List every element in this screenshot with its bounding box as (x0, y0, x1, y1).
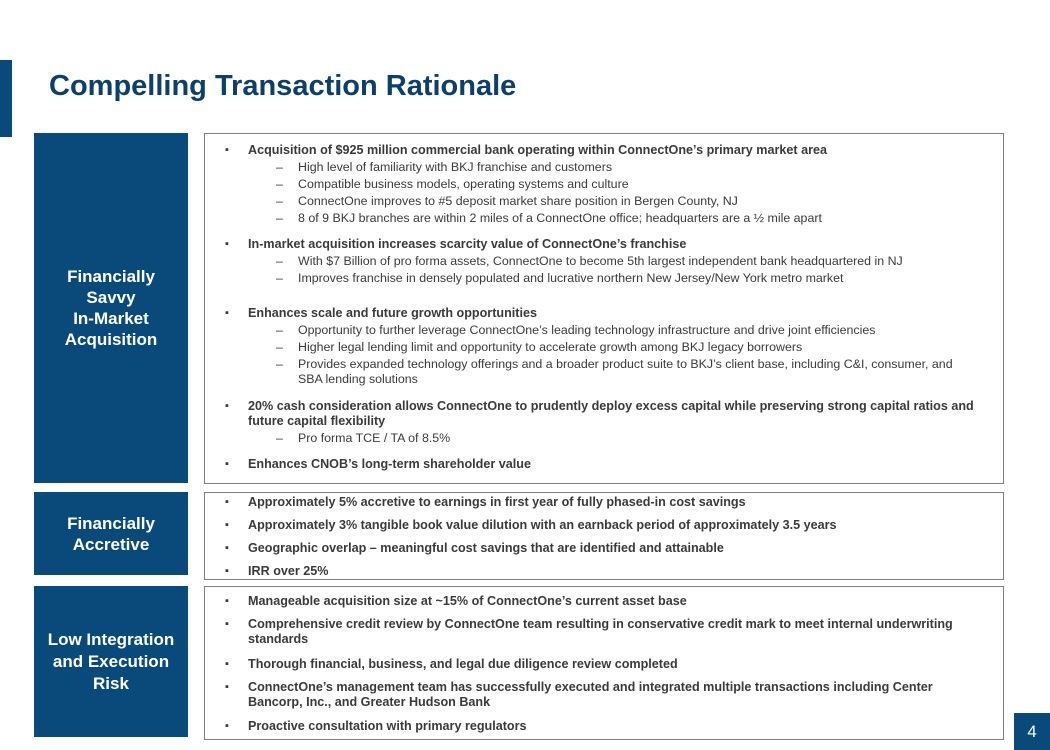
bullet-item: ▪ Comprehensive credit review by ConnectOne team resulting in conservative credit mark to meet internal underwriting standards (205, 617, 1003, 647)
bullet-text: Enhances CNOB’s long-term shareholder value (248, 457, 531, 471)
section-box-low-integration (204, 586, 1004, 740)
bullet-item: ▪ Proactive consultation with primary regulators (205, 719, 1003, 734)
title-accent-bar (0, 60, 12, 137)
sub-item: – ConnectOne improves to #5 deposit market share position in Bergen County, NJ (248, 194, 987, 209)
bullet-text: In-market acquisition increases scarcity value of ConnectOne’s franchise (248, 237, 687, 251)
sub-item: – Compatible business models, operating systems and culture (248, 177, 987, 192)
label-line: Acquisition (64, 330, 158, 349)
bullet-item: ▪ ConnectOne’s management team has successfully executed and integrated multiple transactions including Center Bancorp, Inc., and Greater Hudson Bank (205, 680, 1003, 710)
bullet-item: ▪ IRR over 25% (205, 564, 1003, 579)
bullet-item (205, 237, 1003, 286)
bullet-item: ▪ Approximately 3% tangible book value dilution with an earnback period of approximately 3.5 years (205, 518, 1003, 533)
sub-item: – High level of familiarity with BKJ franchise and customers (248, 160, 987, 175)
page-title: Compelling Transaction Rationale (49, 70, 517, 102)
section-label-low-integration (34, 586, 188, 737)
section-label-financially-accretive (34, 492, 188, 575)
sub-item: – Higher legal lending limit and opportunity to accelerate growth among BKJ legacy borrowers (248, 340, 987, 355)
bullet-item (205, 399, 1003, 446)
label-line: Financially (67, 513, 155, 533)
bullet-item (205, 457, 1003, 472)
sub-item: – 8 of 9 BKJ branches are within 2 miles of a ConnectOne office; headquarters are a ½ mile apart (248, 211, 987, 226)
bullet-item: ▪ Manageable acquisition size at ~15% of ConnectOne’s current asset base (205, 594, 1003, 609)
bullet-item (205, 143, 1003, 226)
section-label-financially-savvy (34, 133, 188, 483)
bullet-item: ▪ Thorough financial, business, and legal due diligence review completed (205, 657, 1003, 672)
bullet-text: Enhances scale and future growth opportunities (248, 306, 537, 320)
bullet-text: Acquisition of $925 million commercial bank operating within ConnectOne’s primary market area (248, 143, 827, 157)
sub-item: – Improves franchise in densely populated and lucrative northern New Jersey/New York metro market (248, 271, 987, 286)
label-line: Financially (67, 267, 155, 286)
label-line: Risk (93, 673, 129, 693)
label-line: Accretive (72, 534, 150, 554)
label-line: In-Market (73, 309, 149, 328)
sub-item: – Pro forma TCE / TA of 8.5% (248, 431, 987, 446)
sub-item: – Opportunity to further leverage ConnectOne’s leading technology infrastructure and drive joint efficiencies (248, 323, 987, 338)
section-box-financially-accretive (204, 492, 1004, 580)
bullet-item (205, 306, 1003, 387)
bullet-item: ▪ Approximately 5% accretive to earnings in first year of fully phased-in cost savings (205, 495, 1003, 510)
label-line: Low Integration (47, 629, 175, 649)
label-line: Savvy (86, 288, 136, 307)
page-number: 4 (1014, 713, 1050, 750)
bullet-item: ▪ Geographic overlap – meaningful cost savings that are identified and attainable (205, 541, 1003, 556)
bullet-text: 20% cash consideration allows ConnectOne to prudently deploy excess capital while preserving strong capital ratios and future capital flexibility (248, 399, 974, 428)
sub-item: – Provides expanded technology offerings and a broader product suite to BKJ’s client base, including C&I, consumer, and SBA lending solutions (248, 357, 987, 387)
label-line: and Execution (52, 651, 170, 671)
sub-item: – With $7 Billion of pro forma assets, ConnectOne to become 5th largest independent bank headquartered in NJ (248, 254, 987, 269)
section-box-financially-savvy (204, 133, 1004, 484)
